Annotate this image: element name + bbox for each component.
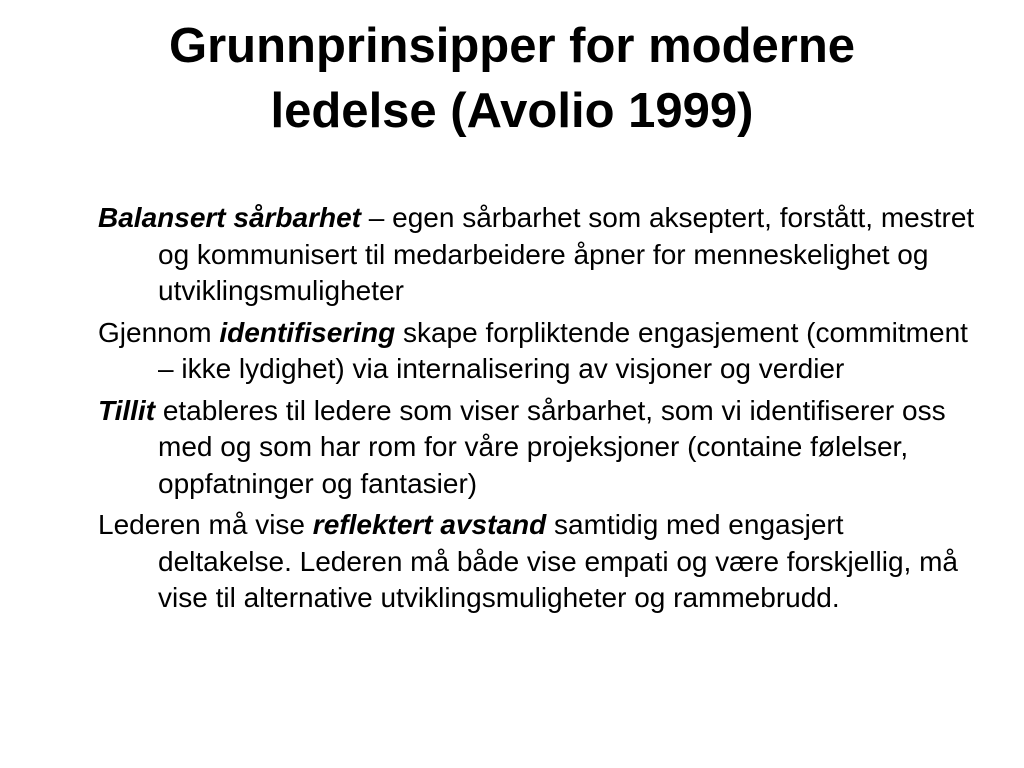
title-line-1: Grunnprinsipper for moderne [168,19,856,73]
paragraph-lead: Gjennom [98,316,220,348]
paragraph-reflektert-avstand [98,507,978,617]
slide-body [98,200,978,622]
paragraph-balansert-sarbarhet [98,200,978,310]
paragraph-identifisering [98,315,978,388]
paragraph-emphasis: identifisering [219,316,396,348]
paragraph-lead: Lederen må vise [98,509,313,540]
slide-title [60,14,964,144]
paragraph-text: – egen sårbarhet som akseptert, forstått, mestret og kommunisert til medarbeidere åpner for menneskelighet og utviklingsmuligheter [158,202,975,306]
paragraph-tillit [98,393,978,503]
paragraph-text: samtidig med engasjert deltakelse. Lederen må både vise empati og være forskjellig, må vise til alternative utviklingsmuligheter og rammebrudd. [158,509,958,613]
paragraph-text: etableres til ledere som viser sårbarhet, som vi identifiserer oss med og som har rom for våre projeksjoner (containe følelser, oppfatninger og fantasier) [155,394,946,499]
paragraph-emphasis: Balansert sårbarhet [98,202,362,233]
paragraph-emphasis: Tillit [98,394,156,426]
paragraph-emphasis: reflektert avstand [312,509,547,540]
title-line-2: ledelse (Avolio 1999) [270,84,754,138]
paragraph-text: skape forpliktende engasjement (commitment – ikke lydighet) via internalisering av visjoner og verdier [158,316,968,384]
